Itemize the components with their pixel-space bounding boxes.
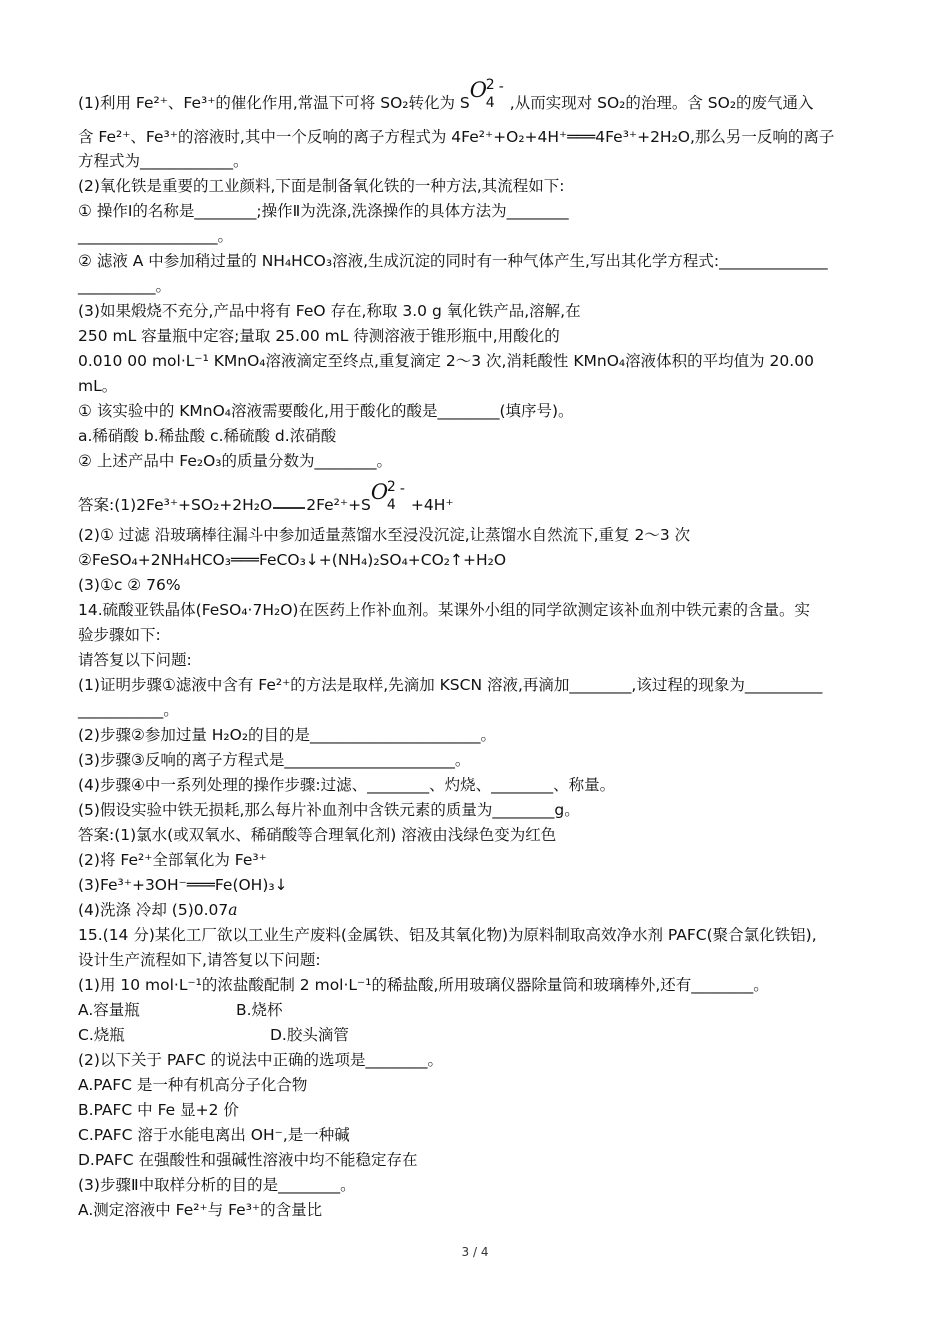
q15-option-d: D.胶头滴管 — [270, 1026, 349, 1044]
q14-line9: (5)假设实验中铁无损耗,那么每片补血剂中含铁元素的质量为________g。 — [78, 801, 580, 819]
q13-p3-line4: mL。 — [78, 377, 118, 395]
text-segment: +4H⁺ — [410, 496, 454, 514]
q13-p3-line6: a.稀硝酸 b.稀盐酸 c.稀硫酸 d.浓硝酸 — [78, 427, 337, 445]
q13-p3-line3: 0.010 00 mol·L⁻¹ KMnO₄溶液滴定至终点,重复滴定 2～3 次,消耗酸性 KMnO₄溶液体积的平均值为 20.00 — [78, 352, 814, 370]
q15-line6: (2)以下关于 PAFC 的说法中正确的选项是________。 — [78, 1051, 444, 1069]
q13-answer-line2: (2)① 过滤 沿玻璃棒往漏斗中参加适量蒸馏水至浸没沉淀,让蒸馏水自然流下,重复 2～3 次 — [78, 526, 691, 544]
q15-option-c: C.烧瓶 — [78, 1026, 125, 1044]
ion-symbol: O — [469, 78, 487, 102]
q13-p2-line5: __________。 — [78, 277, 172, 295]
q14-answer-line2: (2)将 Fe²⁺全部氧化为 Fe³⁺ — [78, 851, 267, 869]
q14-line4: (1)证明步骤①滤液中含有 Fe²⁺的方法是取样,先滴加 KSCN 溶液,再滴加________,该过程的现象为__________ — [78, 676, 823, 694]
q15-line8: B.PAFC 中 Fe 显+2 价 — [78, 1101, 239, 1119]
q14-answer-line1: 答案:(1)氯水(或双氧水、稀硝酸等合理氧化剂) 溶液由浅绿色变为红色 — [78, 826, 557, 844]
text-segment: 答案:(1)2Fe³⁺+SO₂+2H₂O — [78, 496, 273, 514]
q13-p2-line1: (2)氧化铁是重要的工业颜料,下面是制备氧化铁的一种方法,其流程如下: — [78, 177, 565, 195]
ion-charge: 2 — [386, 479, 396, 495]
q15-line12: A.测定溶液中 Fe²⁺与 Fe³⁺的含量比 — [78, 1201, 323, 1219]
variable-a: a — [228, 901, 238, 919]
q13-p1-line2: 含 Fe²⁺、Fe³⁺的溶液时,其中一个反响的离子方程式为 4Fe²⁺+O₂+4H⁺═══4Fe³⁺+2H₂O,那么另一反响的离子 — [78, 128, 835, 146]
q14-line7: (3)步骤③反响的离子方程式是______________________。 — [78, 751, 471, 769]
ion-charge: 2 — [485, 77, 495, 93]
text-segment: (4)洗涤 冷却 (5)0.07 — [78, 901, 229, 919]
q13-p2-line2: ① 操作Ⅰ的名称是________;操作Ⅱ为洗涤,洗涤操作的具体方法为________ — [78, 202, 569, 220]
q13-p2-line4: ② 滤液 A 中参加稍过量的 NH₄HCO₃溶液,生成沉淀的同时有一种气体产生,写出其化学方程式:______________ — [78, 252, 828, 270]
q15-option-b: B.烧杯 — [236, 1001, 283, 1019]
q13-p3-line7: ② 上述产品中 Fe₂O₃的质量分数为________。 — [78, 452, 392, 470]
q14-line5: ___________。 — [78, 701, 179, 719]
q15-line3: (1)用 10 mol·L⁻¹的浓盐酸配制 2 mol·L⁻¹的稀盐酸,所用玻璃仪器除量筒和玻璃棒外,还有________。 — [78, 976, 769, 994]
text-segment: ,从而实现对 SO₂的治理。含 SO₂的废气通入 — [509, 94, 814, 112]
q13-p1-line3: 方程式为____________。 — [78, 152, 249, 170]
text-segment: 2Fe²⁺+S — [306, 496, 371, 514]
q15-line1: 15.(14 分)某化工厂欲以工业生产废料(金属铁、铝及其氧化物)为原料制取高效净水剂 PAFC(聚合氯化铁铝), — [78, 926, 817, 944]
q14-answer-line3: (3)Fe³⁺+3OH⁻═══Fe(OH)₃↓ — [78, 876, 288, 894]
q13-p1-line1 — [78, 77, 814, 114]
q13-answer-line3: ②FeSO₄+2NH₄HCO₃═══FeCO₃↓+(NH₄)₂SO₄+CO₂↑+H₂O — [78, 551, 507, 569]
q13-answer-line4: (3)①c ② 76% — [78, 576, 181, 594]
ion-symbol: O — [370, 480, 389, 504]
sulfate-ion-formula — [469, 77, 510, 111]
page-number: 3 / 4 — [461, 1245, 489, 1259]
sulfate-ion-formula — [370, 479, 411, 513]
ion-sign: - — [498, 79, 504, 95]
q14-line2: 验步骤如下: — [78, 626, 161, 644]
q13-answer-line1 — [78, 479, 454, 516]
ion-subscript: 4 — [485, 95, 495, 111]
q14-line1: 14.硫酸亚铁晶体(FeSO₄·7H₂O)在医药上作补血剂。某课外小组的同学欲测定该补血剂中铁元素的含量。实 — [78, 601, 810, 619]
q13-p3-line1: (3)如果煅烧不充分,产品中将有 FeO 存在,称取 3.0 g 氧化铁产品,溶解,在 — [78, 302, 581, 320]
text-segment: (1)利用 Fe²⁺、Fe³⁺的催化作用,常温下可将 SO₂转化为 S — [78, 94, 470, 112]
ion-sign: - — [399, 481, 405, 497]
q15-line2: 设计生产流程如下,请答复以下问题: — [78, 951, 321, 969]
ion-subscript: 4 — [386, 497, 396, 513]
q13-p3-line5: ① 该实验中的 KMnO₄溶液需要酸化,用于酸化的酸是________(填序号)。 — [78, 402, 574, 420]
q13-p3-line2: 250 mL 容量瓶中定容;量取 25.00 mL 待测溶液于锥形瓶中,用酸化的 — [78, 327, 560, 345]
reaction-arrow-underline — [272, 488, 306, 510]
q14-answer-line4 — [78, 899, 238, 921]
q14-line8: (4)步骤④中一系列处理的操作步骤:过滤、________、灼烧、________、称量。 — [78, 776, 616, 794]
q15-line10: D.PAFC 在强酸性和强碱性溶液中均不能稳定存在 — [78, 1151, 418, 1169]
q14-line6: (2)步骤②参加过量 H₂O₂的目的是______________________。 — [78, 726, 497, 744]
q15-line7: A.PAFC 是一种有机高分子化合物 — [78, 1076, 308, 1094]
q15-option-a: A.容量瓶 — [78, 1001, 140, 1019]
q13-p2-line3: __________________。 — [78, 227, 234, 245]
q14-line3: 请答复以下问题: — [78, 651, 192, 669]
q15-line9: C.PAFC 溶于水能电离出 OH⁻,是一种碱 — [78, 1126, 350, 1144]
q15-line11: (3)步骤Ⅱ中取样分析的目的是________。 — [78, 1176, 356, 1194]
